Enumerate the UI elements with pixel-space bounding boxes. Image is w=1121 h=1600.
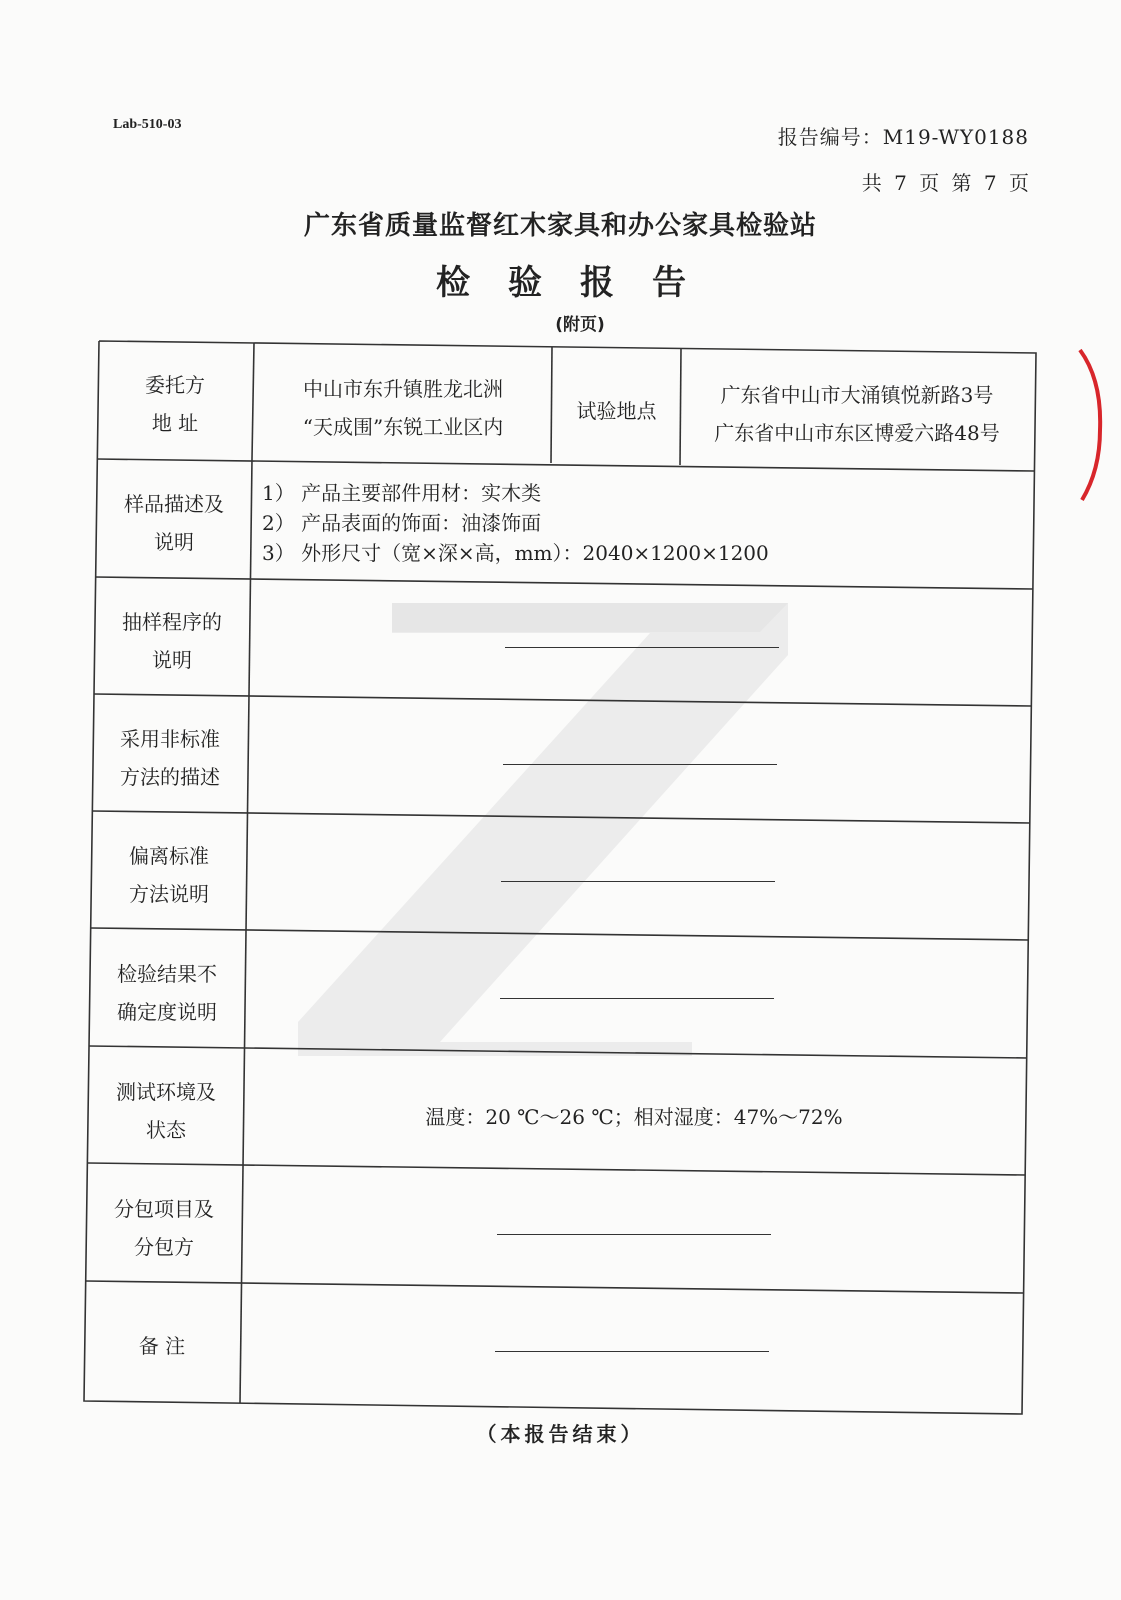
empty-entry-line [505, 647, 779, 648]
empty-entry-line [503, 764, 777, 765]
sample-item: 2） 产品表面的饰面：油漆饰面 [262, 511, 542, 535]
sample-description-list [262, 478, 1022, 568]
test-location-label: 试验地点 [576, 399, 657, 423]
sample-item: 1） 产品主要部件用材：实木类 [262, 481, 542, 505]
client-address-value: 中山市东升镇胜龙北洲 “天成围”东锐工业区内 [302, 377, 504, 439]
client-address-label: 委托方 地 址 [145, 373, 205, 435]
sampling-procedure-label: 抽样程序的 说明 [122, 610, 222, 672]
appendix-label: (附页) [555, 315, 605, 335]
lab-form-code: Lab-510-03 [113, 117, 182, 132]
empty-entry-line [501, 881, 775, 882]
remarks-label: 备 注 [138, 1334, 186, 1358]
sample-description-label: 样品描述及 说明 [124, 492, 224, 554]
organization-title: 广东省质量监督红木家具和办公家具检验站 [303, 211, 817, 241]
page-info: 共 7 页 第 7 页 [861, 171, 1029, 195]
red-seal-stamp-edge [1060, 340, 1121, 520]
empty-entry-line [500, 998, 774, 999]
empty-entry-line [495, 1351, 769, 1352]
subcontract-label: 分包项目及 分包方 [114, 1197, 214, 1259]
test-environment-label: 测试环境及 状态 [116, 1080, 216, 1142]
sample-item: 3） 外形尺寸（宽×深×高，mm）：2040×1200×1200 [262, 541, 769, 565]
end-of-report-note: （本报告结束） [476, 1422, 645, 1446]
report-number: 报告编号：M19-WY0188 [777, 125, 1029, 149]
test-location-value: 广东省中山市大涌镇悦新路3号 广东省中山市东区博爱六路48号 [714, 383, 1000, 445]
uncertainty-label: 检验结果不 确定度说明 [117, 962, 217, 1024]
deviation-method-label: 偏离标准 方法说明 [129, 844, 209, 906]
nonstandard-method-label: 采用非标准 方法的描述 [120, 727, 220, 789]
test-environment-value: 温度：20 ℃～26 ℃；相对湿度：47%～72% [425, 1105, 843, 1129]
document-title: 检验报告 [436, 263, 724, 303]
empty-entry-line [497, 1234, 771, 1235]
